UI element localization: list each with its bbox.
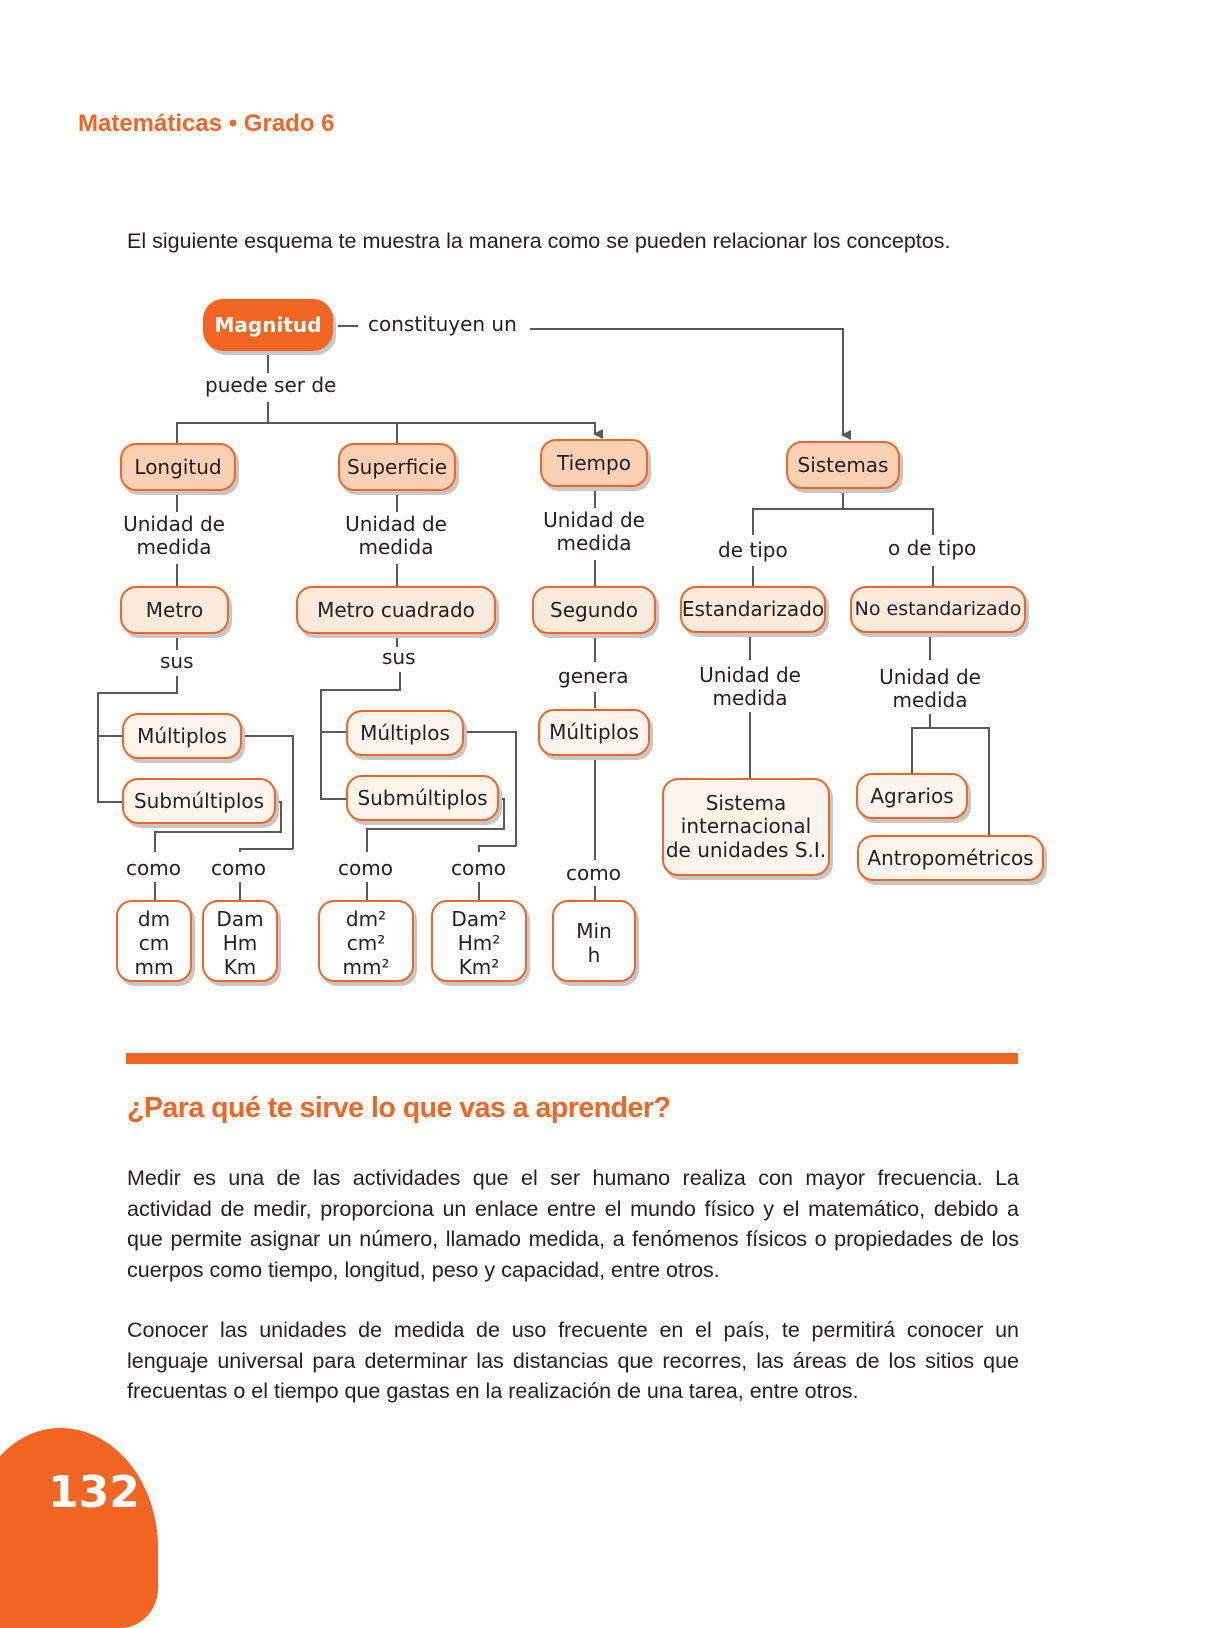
leaf-dam-hm-km: [202, 900, 278, 982]
leaf-item: cm²: [346, 931, 386, 955]
label-de-tipo: de tipo: [718, 538, 788, 562]
node-submultiplos-longitud: Submúltiplos: [122, 778, 276, 824]
section-title: ¿Para qué te sirve lo que vas a aprender?: [127, 1092, 671, 1124]
label-constituyen-un: constituyen un: [368, 312, 517, 336]
node-magnitud: Magnitud: [203, 299, 333, 351]
label-unidad-medida-tiempo: Unidad de medida: [543, 508, 645, 555]
node-multiplos-tiempo: Múltiplos: [538, 709, 650, 756]
node-antropometricos: Antropométricos: [857, 835, 1044, 881]
label-como-4: como: [451, 856, 506, 880]
leaf-min-h: [552, 900, 636, 982]
leaf-item: mm²: [342, 955, 390, 979]
node-superficie: Superficie: [338, 443, 456, 491]
node-metro: Metro: [120, 586, 229, 634]
leaf-item: Km: [223, 955, 257, 979]
label-genera: genera: [558, 664, 629, 688]
node-si-line-2: internacional: [680, 814, 812, 839]
header-title: Matemáticas • Grado 6: [78, 110, 335, 137]
node-sistema-internacional: [662, 778, 830, 876]
leaf-dam2-hm2-km2: [431, 900, 527, 982]
node-estandarizado: Estandarizado: [680, 586, 826, 633]
intro-text: El siguiente esquema te muestra la manera como se pueden relacionar los conceptos.: [127, 229, 951, 253]
node-sistemas: Sistemas: [786, 441, 900, 489]
label-unidad-medida-estandarizado: Unidad de medida: [699, 663, 801, 710]
node-submultiplos-superficie: Submúltiplos: [346, 775, 499, 821]
label-sus-longitud: sus: [160, 649, 194, 673]
page-number: 132: [48, 1467, 140, 1518]
node-metro-cuadrado: Metro cuadrado: [296, 586, 496, 634]
node-si-line-3: de unidades S.I.: [665, 837, 827, 862]
leaf-item: h: [587, 943, 601, 967]
leaf-item: Dam: [216, 907, 264, 931]
page-number-blob: [0, 1428, 158, 1628]
leaf-item: mm: [134, 955, 174, 979]
leaf-dm2-cm2-mm2: [318, 900, 414, 982]
leaf-item: Hm: [222, 931, 258, 955]
leaf-item: Km²: [458, 955, 500, 979]
node-multiplos-superficie: Múltiplos: [346, 710, 464, 756]
section-divider: [126, 1053, 1018, 1064]
label-puede-ser-de: puede ser de: [205, 373, 337, 397]
node-longitud: Longitud: [120, 443, 236, 491]
label-sus-superficie: sus: [382, 645, 416, 669]
node-agrarios: Agrarios: [856, 773, 968, 819]
node-tiempo: Tiempo: [540, 439, 648, 487]
label-como-2: como: [211, 856, 266, 880]
node-multiplos-longitud: Múltiplos: [122, 713, 242, 759]
node-si-line-1: Sistema: [705, 790, 787, 815]
leaf-item: Min: [576, 919, 612, 943]
label-como-5: como: [566, 861, 621, 885]
node-no-estandarizado: No estandarizado: [850, 586, 1026, 633]
label-unidad-medida-longitud: Unidad de medida: [123, 512, 225, 559]
paragraph-1: Medir es una de las actividades que el ser humano realiza con mayor frecuencia. La actividad de medir, proporciona un enlace entre el mundo físico y el matemático, debido a que permite asignar un número, llamado medida, a fenómenos físicos o propiedades de los cuerpos como tiempo, longitud, peso y capacidad, entre otros.: [127, 1166, 1019, 1282]
label-unidad-medida-superficie: Unidad de medida: [345, 512, 447, 559]
leaf-item: Dam²: [451, 907, 507, 931]
node-segundo: Segundo: [532, 586, 656, 634]
label-o-de-tipo: o de tipo: [888, 536, 977, 560]
leaf-dm-cm-mm: [116, 900, 192, 982]
leaf-item: cm: [138, 931, 170, 955]
label-como-1: como: [126, 856, 181, 880]
label-unidad-medida-no-estandarizado: Unidad de medida: [879, 665, 981, 712]
label-como-3: como: [338, 856, 393, 880]
leaf-item: dm: [137, 907, 171, 931]
leaf-item: dm²: [345, 907, 387, 931]
leaf-item: Hm²: [457, 931, 501, 955]
paragraph-2: Conocer las unidades de medida de uso frecuente en el país, te permitirá conocer un lenguaje universal para determinar las distancias que recorres, las áreas de los sitios que frecuentas o el tiempo que gastas en la realización de una tarea, entre otros.: [127, 1318, 1019, 1403]
